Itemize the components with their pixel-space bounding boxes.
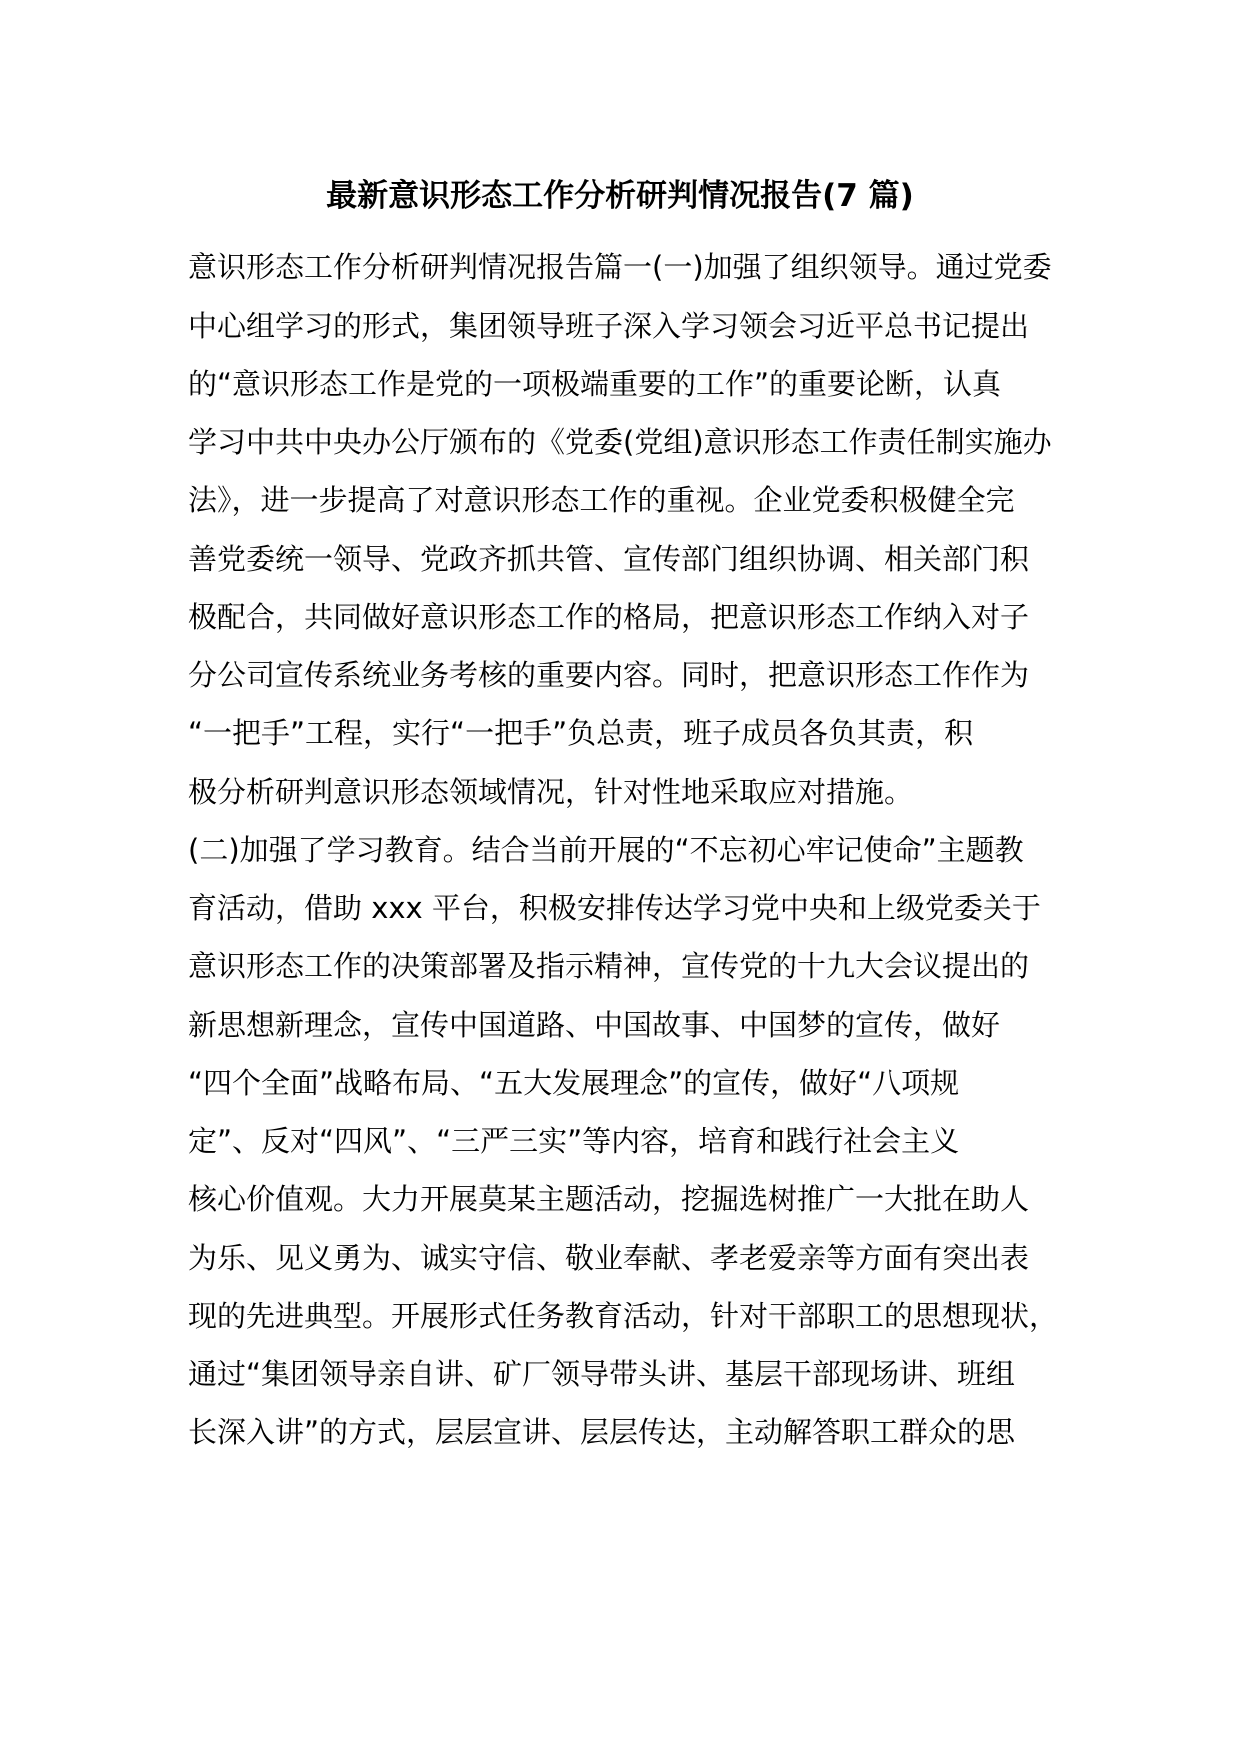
body-line: 定”、反对“四风”、“三严三实”等内容，培育和践行社会主义 xyxy=(188,1124,960,1158)
body-line: 极分析研判意识形态领域情况，针对性地采取应对措施。 xyxy=(188,775,914,809)
body-line: 通过“集团领导亲自讲、矿厂领导带头讲、基层干部现场讲、班组 xyxy=(188,1357,1016,1391)
body-line: (二)加强了学习教育。结合当前开展的“不忘初心牢记使命”主题教 xyxy=(188,833,1024,867)
body-line: 现的先进典型。开展形式任务教育活动，针对干部职工的思想现状， xyxy=(188,1299,1059,1333)
body-line: 核心价值观。大力开展莫某主题活动，挖掘选树推广一大批在助人 xyxy=(188,1182,1030,1216)
body-line: 意识形态工作分析研判情况报告篇一(一)加强了组织领导。通过党委 xyxy=(188,250,1052,284)
body-line: 的“意识形态工作是党的一项极端重要的工作”的重要论断，认真 xyxy=(188,367,1002,401)
body-line: 分公司宣传系统业务考核的重要内容。同时，把意识形态工作作为 xyxy=(188,658,1030,692)
body-line: 极配合，共同做好意识形态工作的格局，把意识形态工作纳入对子 xyxy=(188,600,1030,634)
body-line: 法》，进一步提高了对意识形态工作的重视。企业党委积极健全完 xyxy=(188,483,1015,517)
document-title: 最新意识形态工作分析研判情况报告(7 篇) xyxy=(326,178,914,214)
body-line: 新思想新理念，宣传中国道路、中国故事、中国梦的宣传，做好 xyxy=(188,1008,1001,1042)
body-line: “四个全面”战略布局、“五大发展理念”的宣传，做好“八项规 xyxy=(188,1066,960,1100)
body-line: 中心组学习的形式，集团领导班子深入学习领会习近平总书记提出 xyxy=(188,309,1030,343)
body-line: 育活动，借助 xxx 平台，积极安排传达学习党中央和上级党委关于 xyxy=(188,891,1041,925)
body-line: 意识形态工作的决策部署及指示精神，宣传党的十九大会议提出的 xyxy=(188,949,1030,983)
body-line: 学习中共中央办公厅颁布的《党委(党组)意识形态工作责任制实施办 xyxy=(188,425,1052,459)
body-line: “一把手”工程，实行“一把手”负总责，班子成员各负其责，积 xyxy=(188,716,974,750)
body-line: 长深入讲”的方式，层层宣讲、层层传达，主动解答职工群众的思 xyxy=(188,1415,1016,1449)
body-line: 为乐、见义勇为、诚实守信、敬业奉献、孝老爱亲等方面有突出表 xyxy=(188,1241,1030,1275)
body-line: 善党委统一领导、党政齐抓共管、宣传部门组织协调、相关部门积 xyxy=(188,542,1030,576)
